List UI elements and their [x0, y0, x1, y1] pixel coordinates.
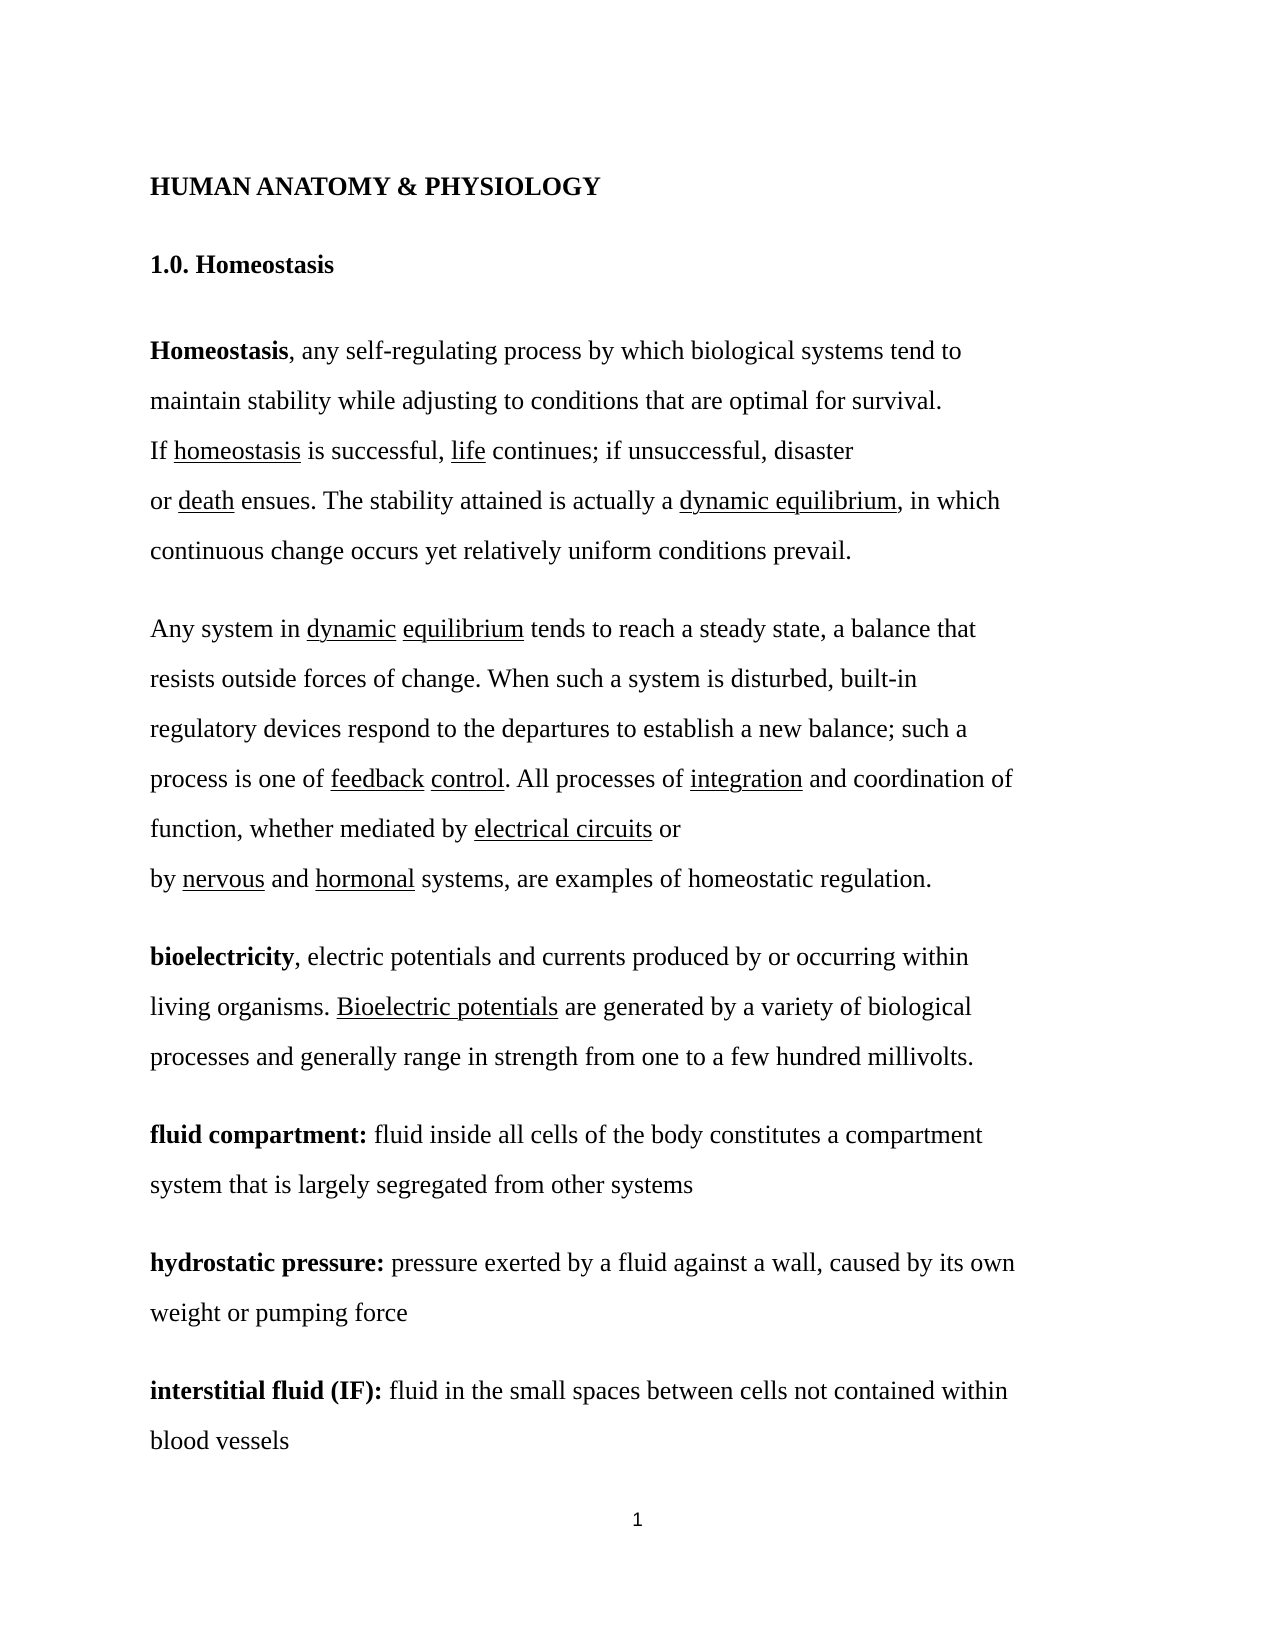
text-run: continuous change occurs yet relatively uniform conditions prevail. — [150, 535, 852, 565]
text-run: , any self-regulating process by which biological systems tend to — [288, 335, 962, 365]
paragraph — [150, 604, 1150, 904]
text-run: living organisms. — [150, 991, 337, 1021]
text-run: and — [264, 863, 316, 893]
term-bold: interstitial fluid (IF): — [150, 1375, 383, 1405]
text-run: is successful, — [300, 435, 452, 465]
text-run: If — [150, 435, 174, 465]
text-run: pressure exerted by a fluid against a wall, caused by its own — [384, 1247, 1016, 1277]
linked-term: homeostasis — [173, 435, 301, 465]
term-bold: hydrostatic pressure: — [150, 1247, 385, 1277]
text-run: or — [150, 485, 179, 515]
term-bold: fluid compartment: — [150, 1119, 368, 1149]
text-run: fluid inside all cells of the body constitutes a compartment — [367, 1119, 983, 1149]
paragraph — [150, 1110, 1150, 1210]
text-run: , electric potentials and currents produced by or occurring within — [294, 941, 969, 971]
text-run: blood vessels — [150, 1425, 290, 1455]
linked-term: nervous — [182, 863, 265, 893]
linked-term: electrical circuits — [474, 813, 653, 843]
text-run: maintain stability while adjusting to conditions that are optimal for survival. — [150, 385, 943, 415]
text-run: , in which — [896, 485, 1001, 515]
document-body — [150, 326, 1150, 1466]
linked-term: death — [178, 485, 235, 515]
text-run: resists outside forces of change. When such a system is disturbed, built-in — [150, 663, 918, 693]
text-run: tends to reach a steady state, a balance that — [524, 613, 976, 643]
text-run: by — [150, 863, 183, 893]
text-run: . All processes of — [504, 763, 691, 793]
text-run: ensues. The stability attained is actually a — [234, 485, 680, 515]
text-run: process is one of — [150, 763, 331, 793]
text-run: Any system in — [150, 613, 307, 643]
text-run: continues; if unsuccessful, disaster — [485, 435, 854, 465]
linked-term: hormonal — [315, 863, 416, 893]
linked-term: integration — [690, 763, 803, 793]
paragraph — [150, 326, 1150, 576]
text-run: processes and generally range in strength from one to a few hundred millivolts. — [150, 1041, 974, 1071]
linked-term: control — [430, 763, 505, 793]
text-run: or — [652, 813, 681, 843]
text-run: systems, are examples of homeostatic regulation. — [415, 863, 932, 893]
linked-term: dynamic — [306, 613, 397, 643]
section-heading: 1.0. Homeostasis — [150, 249, 335, 279]
text-run: weight or pumping force — [150, 1297, 408, 1327]
term-bold: Homeostasis — [150, 335, 289, 365]
term-bold: bioelectricity — [150, 941, 295, 971]
text-run: system that is largely segregated from other systems — [150, 1169, 694, 1199]
text-run: fluid in the small spaces between cells not contained within — [382, 1375, 1008, 1405]
paragraph — [150, 1238, 1150, 1338]
paragraph — [150, 1366, 1150, 1466]
text-run: regulatory devices respond to the departures to establish a new balance; such a — [150, 713, 968, 743]
linked-term: dynamic equilibrium — [679, 485, 897, 515]
text-run: function, whether mediated by — [150, 813, 475, 843]
linked-term: equilibrium — [402, 613, 525, 643]
linked-term: feedback — [330, 763, 425, 793]
document-page — [150, 170, 1150, 1494]
paragraph — [150, 932, 1150, 1082]
document-title: HUMAN ANATOMY & PHYSIOLOGY — [150, 172, 601, 201]
text-run: and coordination of — [802, 763, 1013, 793]
linked-term: life — [451, 435, 486, 465]
page-number: 1 — [632, 1510, 643, 1531]
linked-term: Bioelectric potentials — [336, 991, 559, 1021]
text-run: are generated by a variety of biological — [558, 991, 972, 1021]
